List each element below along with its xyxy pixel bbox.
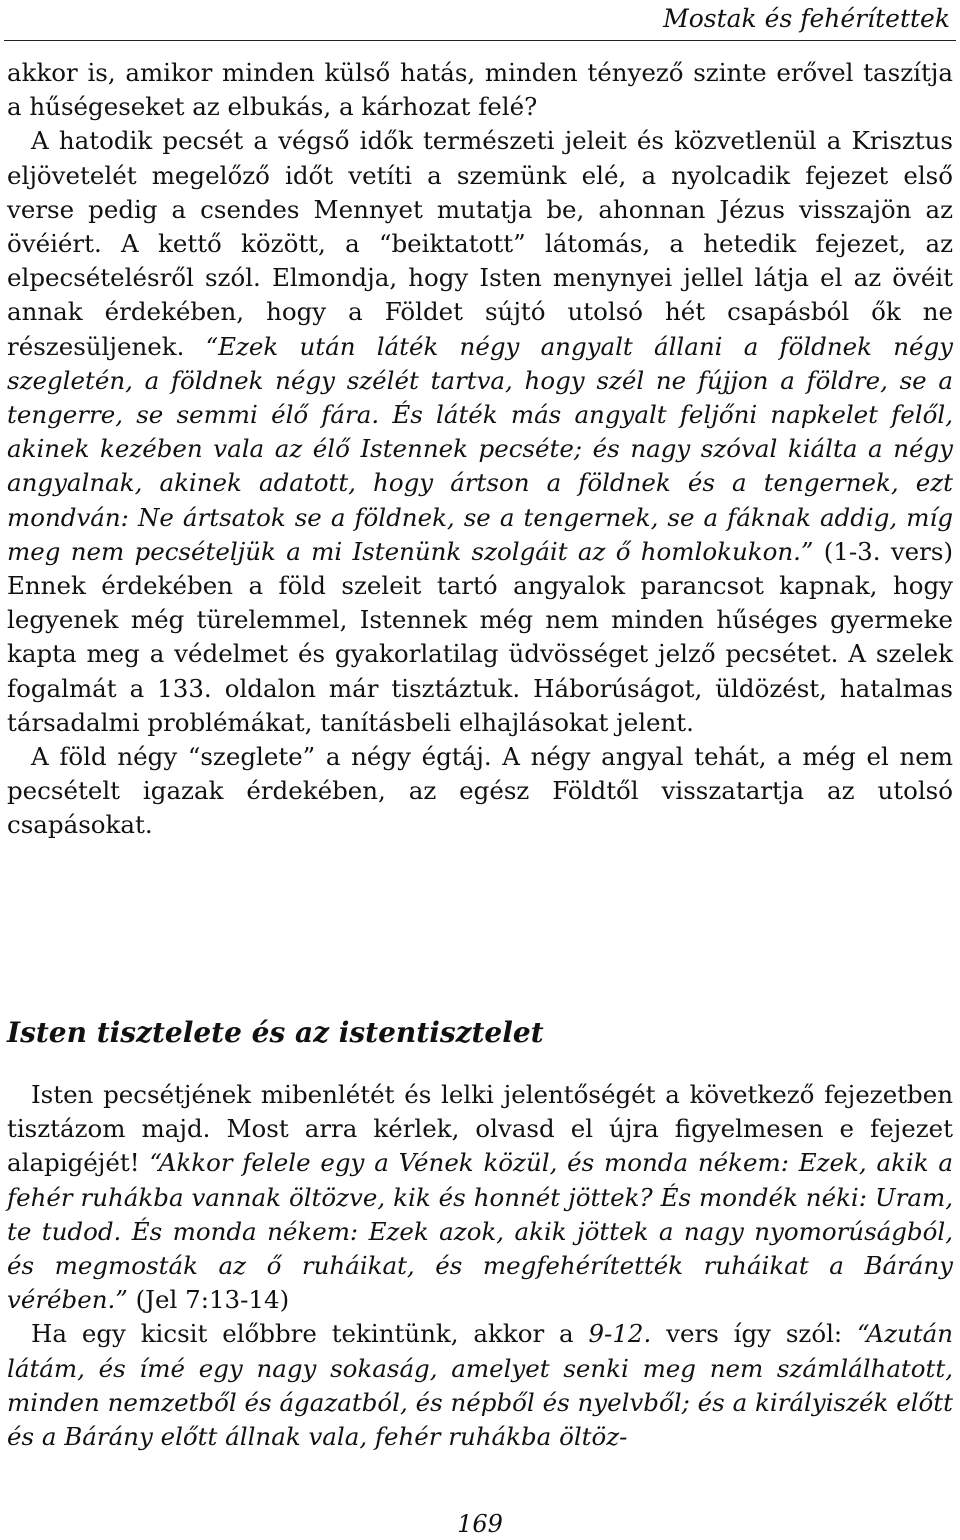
text-run: akkor is, amikor minden külső hatás, minden tényező szinte erővel taszítja a hűségeseket az elbukás, a kárhozat felé? [7,58,953,122]
text-run: Isten pecsétjének mibenlétét és lelki jelentőségét a következő fejezetben tisztázom majd. Most arra kérlek, olvasd el újra figyelmesen e fejezet alapigéjét! [7,1080,953,1178]
text-run: A hatodik pecsét a végső idők természeti jeleit és közvetlenül a Krisztus eljövetelét megelőző időt vetíti a szemünk elé, a nyolcadik fejezet első verse pedig a csendes Mennyet mutatja be, ahonnan Jézus visszajön az övéiért. A kettő között, a “beiktatott” látomás, a hetedik fejezet, az elpecsételésről szól. Elmondja, hogy Isten menynyei jellel látja el az övéit annak érdekében, hogy a Földet sújtó utolsó hét csapásból ők ne részesüljenek. [7,126,953,361]
quoted-scripture: “Akkor felele egy a Vének közül, és monda nékem: Ezek, akik a fehér ruhákba vannak öltözve, kik és honnét jöttek? És mondék néki: Uram, te tudod. És monda nékem: Ezek azok, akik jöttek a nagy nyomorúságból, és megmosták az ő ruháikat, és megfehérítették ruháikat a Bárány vérében.” [7,1148,954,1315]
text-run: A föld négy “szeglete” a négy égtáj. A négy angyal tehát, a még el nem pecsételt igazak érdekében, az egész Földtől visszatartja az utolsó csapásokat. [7,742,953,840]
body-text-section-2 [7,1078,953,1454]
text-run: Ha egy kicsit előbbre tekintünk, akkor a [31,1319,589,1349]
text-run: vers így szól: [651,1319,858,1349]
text-run: (Jel 7:13-14) [127,1285,290,1315]
quoted-scripture: “Ezek után láték négy angyalt állani a földnek négy szegletén, a földnek négy szélét tartva, hogy szél ne fújjon a földre, se a tengerre, se semmi élő fára. És láték más angyalt feljőni napkelet felől, akinek kezében vala az élő Istennek pecséte; és nagy szóval kiálta a négy angyalnak, akinek adatott, hogy ártson a földnek és a tengernek, ezt mondván: Ne ártsatok se a földnek, se a tengernek, se a fáknak addig, míg meg nem pecsételjük a mi Istenünk szolgáit az ő homlokukon.” [7,331,953,566]
paragraph [7,740,953,843]
paragraph [7,1078,953,1317]
section-heading: Isten tisztelete és az istentisztelet [7,1016,544,1049]
body-text-section-1 [7,56,953,843]
paragraph [7,124,953,740]
quoted-scripture: “Azután látám, és ímé egy nagy sokaság, amelyet senki meg nem számlálhatott, minden nemzetből és ágazatból, és népből és nyelvből; és a királyiszék előtt és a Bárány előtt állnak vala, fehér ruhákba öltöz- [7,1319,953,1452]
quoted-scripture: 9-12. [588,1319,652,1349]
paragraph [7,56,953,124]
page-number: 169 [457,1510,503,1538]
header-rule [4,40,956,41]
text-run: (1-3. vers) Ennek érdekében a föld szeleit tartó angyalok parancsot kapnak, hogy legyenek még türelemmel, Istennek még nem minden hűséges gyermeke kapta meg a védelmet és gyakorlatilag üdvösséget jelző pecsétet. A szelek fogalmát a 133. oldalon már tisztáztuk. Háborúságot, üldözést, hatalmas társadalmi problémákat, tanításbeli elhajlásokat jelent. [7,536,954,737]
running-head: Mostak és fehérítettek [663,4,950,33]
paragraph [7,1317,953,1454]
